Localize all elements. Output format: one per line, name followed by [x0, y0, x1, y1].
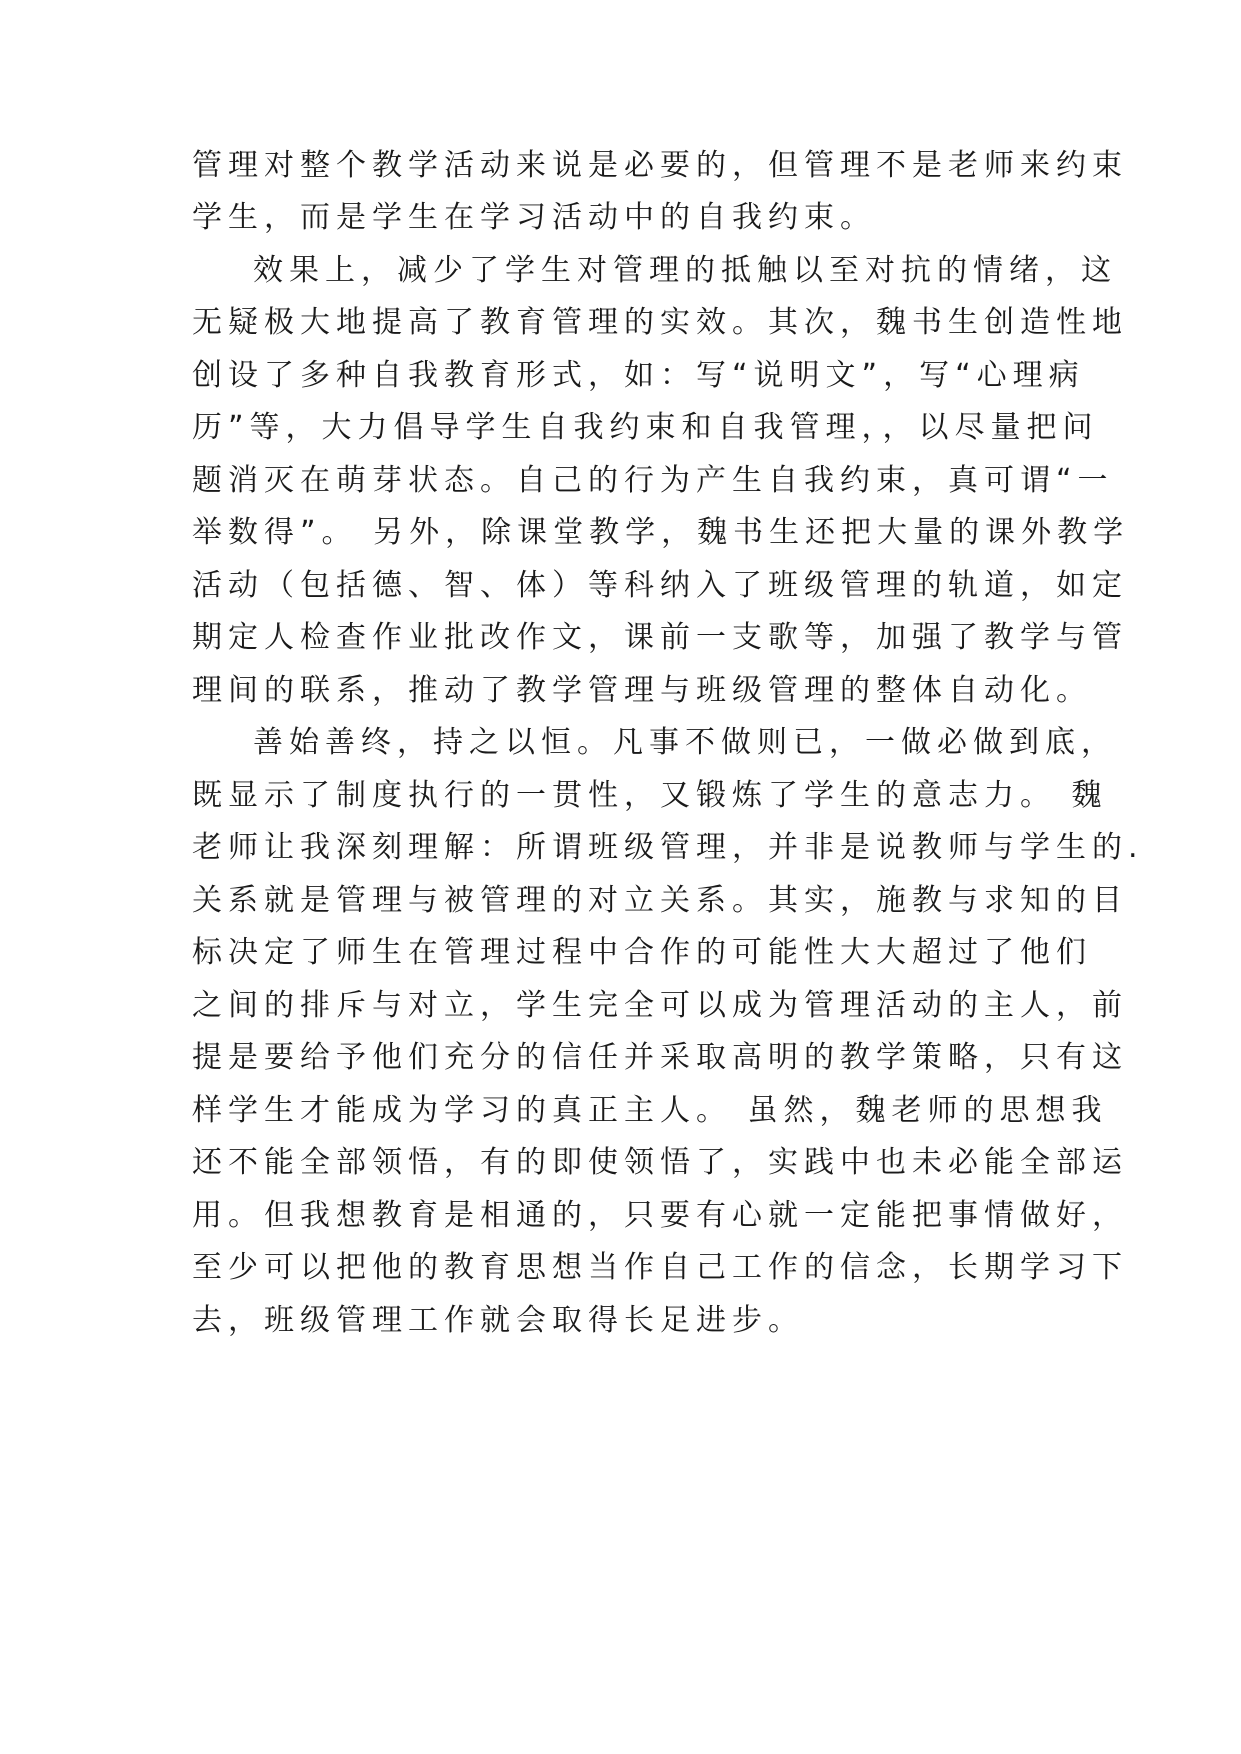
paragraph-first-line: 善始善终，持之以恒。凡事不做则已，一做必做到底，	[253, 725, 1117, 760]
text-line: 管理对整个教学活动来说是必要的，但管理不是老师来约束	[192, 148, 1128, 183]
text-line: 学生，而是学生在学习活动中的自我约束。	[192, 200, 876, 235]
text-line: 举数得”。 另外，除课堂教学，魏书生还把大量的课外教学	[192, 515, 1130, 550]
text-line: 标决定了师生在管理过程中合作的可能性大大超过了他们	[192, 935, 1092, 970]
text-line: 老师让我深刻理解：所谓班级管理，并非是说教师与学生的.	[192, 830, 1144, 865]
text-line: 创设了多种自我教育形式，如：写“说明文”，写“心理病	[192, 358, 1085, 393]
paragraph-first-line: 效果上，减少了学生对管理的抵触以至对抗的情绪，这	[253, 253, 1117, 288]
text-line: 理间的联系，推动了教学管理与班级管理的整体自动化。	[192, 673, 1092, 708]
text-line: 期定人检查作业批改作文，课前一支歌等，加强了教学与管	[192, 620, 1128, 655]
text-line: 提是要给予他们充分的信任并采取高明的教学策略，只有这	[192, 1040, 1128, 1075]
text-line: 题消灭在萌芽状态。自己的行为产生自我约束，真可谓“一	[192, 463, 1114, 498]
text-line: 样学生才能成为学习的真正主人。 虽然，魏老师的思想我	[192, 1093, 1108, 1128]
text-line: 至少可以把他的教育思想当作自己工作的信念，长期学习下	[192, 1250, 1128, 1285]
text-line: 去，班级管理工作就会取得长足进步。	[192, 1303, 804, 1338]
text-line: 之间的排斥与对立，学生完全可以成为管理活动的主人，前	[192, 988, 1128, 1023]
text-line: 还不能全部领悟，有的即使领悟了，实践中也未必能全部运	[192, 1145, 1128, 1180]
text-line: 既显示了制度执行的一贯性，又锻炼了学生的意志力。 魏	[192, 778, 1108, 813]
text-line: 历”等，大力倡导学生自我约束和自我管理，，以尽量把问	[192, 410, 1099, 445]
text-line: 用。但我想教育是相通的，只要有心就一定能把事情做好，	[192, 1198, 1128, 1233]
text-line: 无疑极大地提高了教育管理的实效。其次，魏书生创造性地	[192, 305, 1128, 340]
text-line: 活动（包括德、智、体）等科纳入了班级管理的轨道，如定	[192, 568, 1128, 603]
text-line: 关系就是管理与被管理的对立关系。其实，施教与求知的目	[192, 883, 1128, 918]
